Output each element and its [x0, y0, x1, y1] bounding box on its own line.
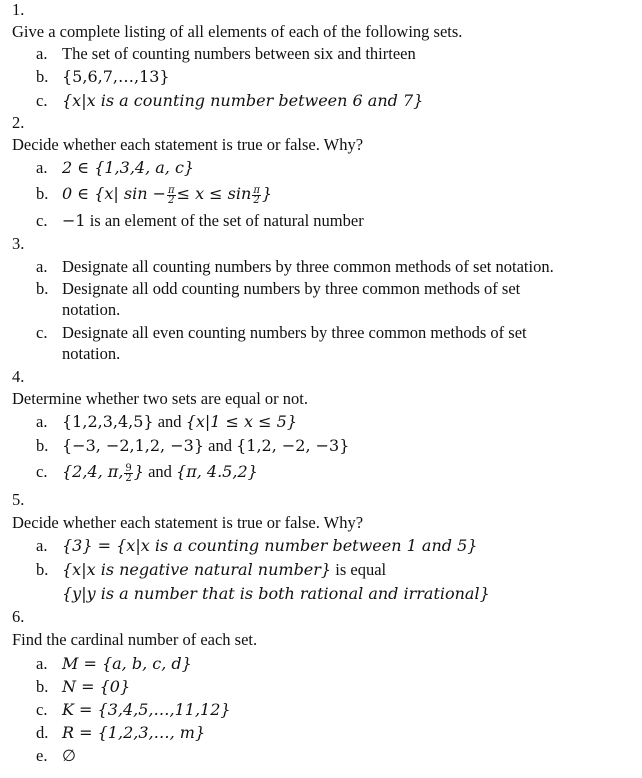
q5-b-cont: {y|y is a number that is both rational and irrational}	[62, 584, 490, 603]
empty-set-symbol: ∅	[62, 746, 76, 765]
fraction-pi-over-2: $\frac{\pi}{2}$	[168, 184, 175, 206]
q6-b: b. N = {0}	[36, 677, 131, 696]
q3-a: a. Designate all counting numbers by three common methods of set notation.	[36, 257, 554, 276]
fraction-9-over-2: $\frac{9}{2}$	[125, 462, 132, 484]
q4-c: c. {2,4, π, $\frac{9}{2}$ } and {π, 4.5,2}	[36, 462, 258, 484]
q6-prompt: Find the cardinal number of each set.	[12, 630, 258, 649]
q3-c-cont: notation.	[62, 344, 121, 363]
q1-a: a. The set of counting numbers between six and thirteen	[36, 44, 416, 63]
q4-a: a. {1,2,3,4,5} and {x|1 ≤ x ≤ 5}	[36, 412, 297, 431]
q3-b-cont: notation.	[62, 300, 121, 319]
q3-c: c. Designate all even counting numbers by three common methods of set	[36, 323, 527, 342]
q2-a: a. 2 ∈ {1,3,4, a, c}	[36, 158, 195, 177]
q5-prompt: Decide whether each statement is true or false. Why?	[12, 513, 364, 532]
q1-prompt: Give a complete listing of all elements of each of the following sets.	[12, 22, 463, 41]
q2-b: b. 0 ∈ {x| sin − $\frac{\pi}{2}$ ≤ x ≤ sin $\frac{\pi}{2}$ }	[36, 184, 273, 206]
q1-c: c. {x|x is a counting number between 6 and 7}	[36, 91, 424, 110]
q5-b: b. {x|x is negative natural number} is equal	[36, 560, 387, 579]
q3-number: 3.	[12, 234, 25, 253]
q4-b: b. {−3, −2,1,2, −3} and {1,2, −2, −3}	[36, 436, 350, 455]
q1-number: 1.	[12, 0, 25, 19]
q6-e: e. ∅	[36, 746, 76, 765]
q2-prompt: Decide whether each statement is true or false. Why?	[12, 135, 364, 154]
fraction-pi-over-2: $\frac{\pi}{2}$	[253, 184, 260, 206]
q2-number: 2.	[12, 113, 25, 132]
q6-c: c. K = {3,4,5,…,11,12}	[36, 700, 231, 719]
q5-number: 5.	[12, 490, 25, 509]
q6-number: 6.	[12, 607, 25, 626]
q1-b: b. {5,6,7,…,13}	[36, 67, 170, 86]
q5-a: a. {3} = {x|x is a counting number between 1 and 5}	[36, 536, 478, 555]
q6-d: d. R = {1,2,3,…, m}	[36, 723, 206, 742]
q4-number: 4.	[12, 367, 25, 386]
q2-c: c. −1 is an element of the set of natural number	[36, 211, 364, 230]
q4-prompt: Determine whether two sets are equal or not.	[12, 389, 308, 408]
q6-a: a. M = {a, b, c, d}	[36, 654, 192, 673]
q3-b: b. Designate all odd counting numbers by three common methods of set	[36, 279, 521, 298]
